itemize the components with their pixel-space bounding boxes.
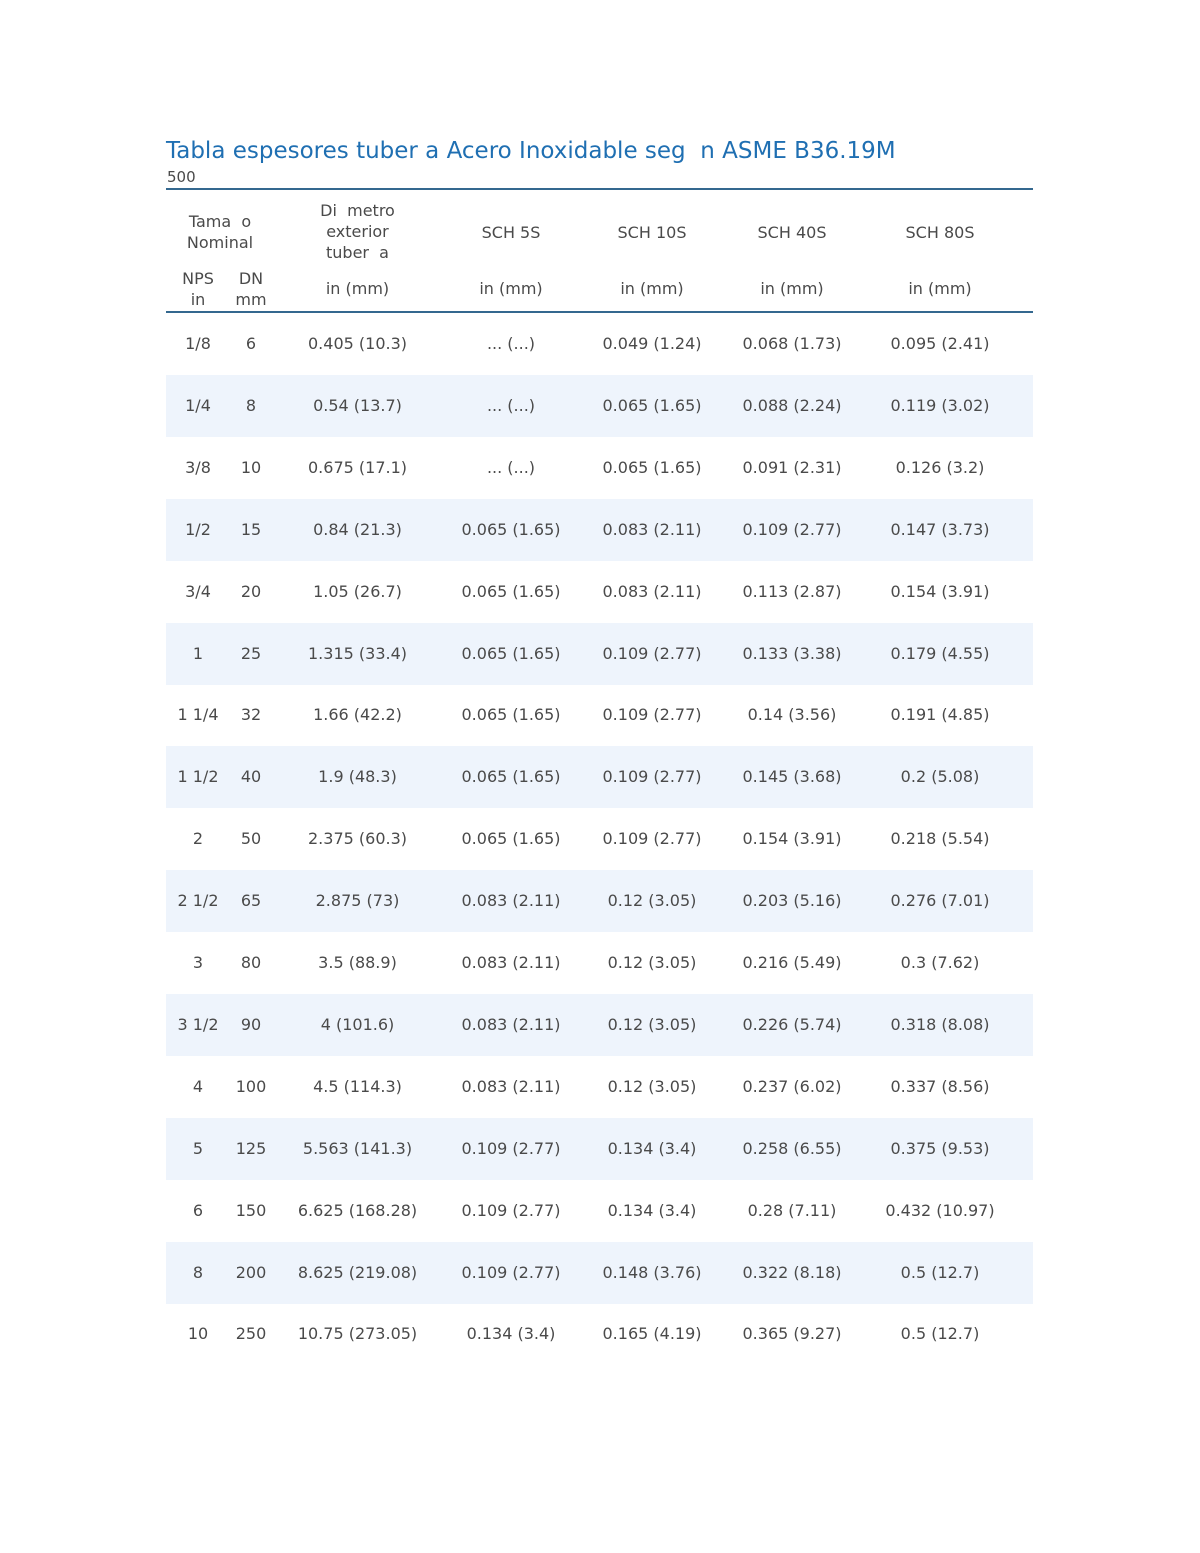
header-sch80s: SCH 80S	[905, 223, 975, 242]
cell-sch80s: 0.218 (5.54)	[890, 829, 990, 848]
cell-sch40s: 0.113 (2.87)	[742, 582, 842, 601]
cell-sch10s: 0.109 (2.77)	[602, 644, 702, 663]
table-row	[166, 932, 1033, 994]
cell-sch5s: 0.065 (1.65)	[461, 829, 561, 848]
cell-outer-diameter: 0.54 (13.7)	[313, 396, 402, 415]
cell-sch5s: 0.109 (2.77)	[461, 1263, 561, 1282]
cell-sch10s: 0.12 (3.05)	[607, 953, 697, 972]
cell-sch40s: 0.258 (6.55)	[742, 1139, 842, 1158]
header-sch40s: SCH 40S	[757, 223, 827, 242]
cell-sch10s: 0.109 (2.77)	[602, 705, 702, 724]
cell-sch5s: 0.083 (2.11)	[461, 953, 561, 972]
table-row	[166, 1303, 1033, 1365]
cell-nps: 8	[192, 1263, 204, 1282]
cell-nps: 2 1/2	[177, 891, 219, 910]
cell-nps: 10	[187, 1324, 209, 1343]
cell-sch80s: 0.3 (7.62)	[900, 953, 980, 972]
cell-nps: 1/8	[185, 334, 211, 353]
cell-nps: 6	[192, 1201, 204, 1220]
cell-sch5s: 0.065 (1.65)	[461, 520, 561, 539]
cell-outer-diameter: 4.5 (114.3)	[313, 1077, 402, 1096]
cell-sch5s: 0.083 (2.11)	[461, 1077, 561, 1096]
cell-nps: 3	[192, 953, 204, 972]
document-title: Tabla espesores tuber a Acero Inoxidable seg n ASME B36.19M	[166, 138, 896, 164]
cell-dn: 8	[245, 396, 257, 415]
cell-sch40s: 0.237 (6.02)	[742, 1077, 842, 1096]
cell-sch10s: 0.134 (3.4)	[607, 1139, 697, 1158]
header-sch10s: SCH 10S	[617, 223, 687, 242]
cell-outer-diameter: 4 (101.6)	[320, 1015, 395, 1034]
cell-dn: 15	[240, 520, 262, 539]
header-unit-diameter: in (mm)	[325, 279, 390, 298]
cell-sch40s: 0.14 (3.56)	[747, 705, 837, 724]
cell-sch80s: 0.5 (12.7)	[900, 1263, 980, 1282]
table-row	[166, 746, 1033, 808]
cell-sch10s: 0.134 (3.4)	[607, 1201, 697, 1220]
cell-sch5s: 0.109 (2.77)	[461, 1139, 561, 1158]
cell-nps: 1 1/4	[177, 705, 219, 724]
cell-nps: 3 1/2	[177, 1015, 219, 1034]
table-row	[166, 499, 1033, 561]
cell-sch80s: 0.432 (10.97)	[885, 1201, 995, 1220]
document-subtitle: 500	[167, 168, 196, 186]
cell-sch80s: 0.191 (4.85)	[890, 705, 990, 724]
cell-sch5s: ... (...)	[486, 458, 536, 477]
cell-outer-diameter: 3.5 (88.9)	[318, 953, 397, 972]
cell-sch10s: 0.049 (1.24)	[602, 334, 702, 353]
cell-sch10s: 0.165 (4.19)	[602, 1324, 702, 1343]
cell-sch5s: 0.065 (1.65)	[461, 582, 561, 601]
cell-sch5s: 0.083 (2.11)	[461, 891, 561, 910]
cell-outer-diameter: 6.625 (168.28)	[297, 1201, 418, 1220]
cell-dn: 80	[240, 953, 262, 972]
header-unit-sch80s: in (mm)	[908, 279, 972, 298]
cell-nps: 3/8	[185, 458, 211, 477]
cell-sch5s: 0.083 (2.11)	[461, 1015, 561, 1034]
cell-sch10s: 0.109 (2.77)	[602, 767, 702, 786]
cell-sch5s: 0.134 (3.4)	[466, 1324, 556, 1343]
cell-outer-diameter: 5.563 (141.3)	[302, 1139, 413, 1158]
cell-outer-diameter: 0.405 (10.3)	[308, 334, 407, 353]
table-row	[166, 994, 1033, 1056]
table-row	[166, 375, 1033, 437]
table-row	[166, 1118, 1033, 1180]
table-row	[166, 1180, 1033, 1242]
cell-sch10s: 0.065 (1.65)	[602, 396, 702, 415]
cell-sch80s: 0.276 (7.01)	[890, 891, 990, 910]
cell-nps: 1 1/2	[177, 767, 219, 786]
table-row	[166, 1056, 1033, 1118]
cell-dn: 6	[245, 334, 257, 353]
cell-dn: 20	[240, 582, 262, 601]
cell-sch80s: 0.5 (12.7)	[900, 1324, 980, 1343]
table-row	[166, 561, 1033, 623]
cell-outer-diameter: 2.875 (73)	[315, 891, 400, 910]
cell-outer-diameter: 0.84 (21.3)	[313, 520, 402, 539]
cell-dn: 200	[235, 1263, 267, 1282]
cell-sch5s: ... (...)	[486, 396, 536, 415]
cell-dn: 32	[240, 705, 262, 724]
header-nominal-size: Tama o Nominal	[186, 212, 254, 252]
cell-outer-diameter: 1.315 (33.4)	[308, 644, 407, 663]
cell-outer-diameter: 8.625 (219.08)	[297, 1263, 418, 1282]
cell-nps: 1/2	[185, 520, 211, 539]
cell-dn: 100	[235, 1077, 267, 1096]
table-row	[166, 1242, 1033, 1304]
table-row	[166, 870, 1033, 932]
cell-sch10s: 0.109 (2.77)	[602, 829, 702, 848]
cell-sch10s: 0.12 (3.05)	[607, 1015, 697, 1034]
cell-outer-diameter: 0.675 (17.1)	[308, 458, 407, 477]
cell-outer-diameter: 1.66 (42.2)	[313, 705, 402, 724]
cell-outer-diameter: 10.75 (273.05)	[297, 1324, 418, 1343]
cell-sch40s: 0.154 (3.91)	[742, 829, 842, 848]
cell-dn: 65	[240, 891, 262, 910]
table-row	[166, 808, 1033, 870]
cell-sch40s: 0.088 (2.24)	[742, 396, 842, 415]
cell-outer-diameter: 1.9 (48.3)	[318, 767, 397, 786]
cell-dn: 250	[235, 1324, 267, 1343]
header-top-rule	[166, 188, 1033, 190]
header-dn: DN mm	[235, 269, 267, 309]
cell-sch40s: 0.226 (5.74)	[742, 1015, 842, 1034]
cell-sch10s: 0.12 (3.05)	[607, 1077, 697, 1096]
cell-dn: 40	[240, 767, 262, 786]
cell-sch80s: 0.179 (4.55)	[890, 644, 990, 663]
cell-sch5s: 0.109 (2.77)	[461, 1201, 561, 1220]
cell-sch80s: 0.375 (9.53)	[890, 1139, 990, 1158]
cell-dn: 50	[240, 829, 262, 848]
cell-nps: 3/4	[185, 582, 211, 601]
cell-sch5s: ... (...)	[486, 334, 536, 353]
cell-dn: 150	[235, 1201, 267, 1220]
cell-nps: 5	[192, 1139, 204, 1158]
cell-sch80s: 0.126 (3.2)	[895, 458, 985, 477]
cell-nps: 2	[192, 829, 204, 848]
table-row	[166, 437, 1033, 499]
cell-sch80s: 0.2 (5.08)	[900, 767, 980, 786]
cell-nps: 1	[192, 644, 204, 663]
cell-sch10s: 0.065 (1.65)	[602, 458, 702, 477]
header-outer-diameter: Di metro exterior tuber a	[320, 201, 395, 262]
cell-sch80s: 0.337 (8.56)	[890, 1077, 990, 1096]
cell-dn: 90	[240, 1015, 262, 1034]
header-unit-sch5s: in (mm)	[479, 279, 543, 298]
header-sch5s: SCH 5S	[481, 223, 541, 242]
cell-sch80s: 0.095 (2.41)	[890, 334, 990, 353]
cell-sch40s: 0.145 (3.68)	[742, 767, 842, 786]
cell-sch40s: 0.322 (8.18)	[742, 1263, 842, 1282]
cell-sch10s: 0.083 (2.11)	[602, 520, 702, 539]
cell-sch5s: 0.065 (1.65)	[461, 705, 561, 724]
cell-dn: 10	[240, 458, 262, 477]
cell-sch40s: 0.216 (5.49)	[742, 953, 842, 972]
table-row	[166, 684, 1033, 746]
cell-nps: 1/4	[185, 396, 211, 415]
cell-sch80s: 0.154 (3.91)	[890, 582, 990, 601]
cell-sch5s: 0.065 (1.65)	[461, 767, 561, 786]
cell-sch40s: 0.28 (7.11)	[747, 1201, 837, 1220]
cell-nps: 4	[192, 1077, 204, 1096]
cell-sch40s: 0.091 (2.31)	[742, 458, 842, 477]
table-row	[166, 313, 1033, 375]
cell-sch10s: 0.083 (2.11)	[602, 582, 702, 601]
cell-sch40s: 0.133 (3.38)	[742, 644, 842, 663]
cell-sch10s: 0.148 (3.76)	[602, 1263, 702, 1282]
cell-sch40s: 0.109 (2.77)	[742, 520, 842, 539]
cell-dn: 25	[240, 644, 262, 663]
header-nps: NPS in	[182, 269, 214, 309]
cell-sch10s: 0.12 (3.05)	[607, 891, 697, 910]
header-unit-sch10s: in (mm)	[620, 279, 684, 298]
cell-sch40s: 0.203 (5.16)	[742, 891, 842, 910]
cell-sch80s: 0.119 (3.02)	[890, 396, 990, 415]
cell-sch5s: 0.065 (1.65)	[461, 644, 561, 663]
cell-sch80s: 0.147 (3.73)	[890, 520, 990, 539]
cell-outer-diameter: 2.375 (60.3)	[308, 829, 407, 848]
header-unit-sch40s: in (mm)	[760, 279, 824, 298]
cell-sch40s: 0.068 (1.73)	[742, 334, 842, 353]
cell-sch80s: 0.318 (8.08)	[890, 1015, 990, 1034]
cell-sch40s: 0.365 (9.27)	[742, 1324, 842, 1343]
cell-outer-diameter: 1.05 (26.7)	[313, 582, 402, 601]
cell-dn: 125	[235, 1139, 267, 1158]
table-row	[166, 623, 1033, 685]
